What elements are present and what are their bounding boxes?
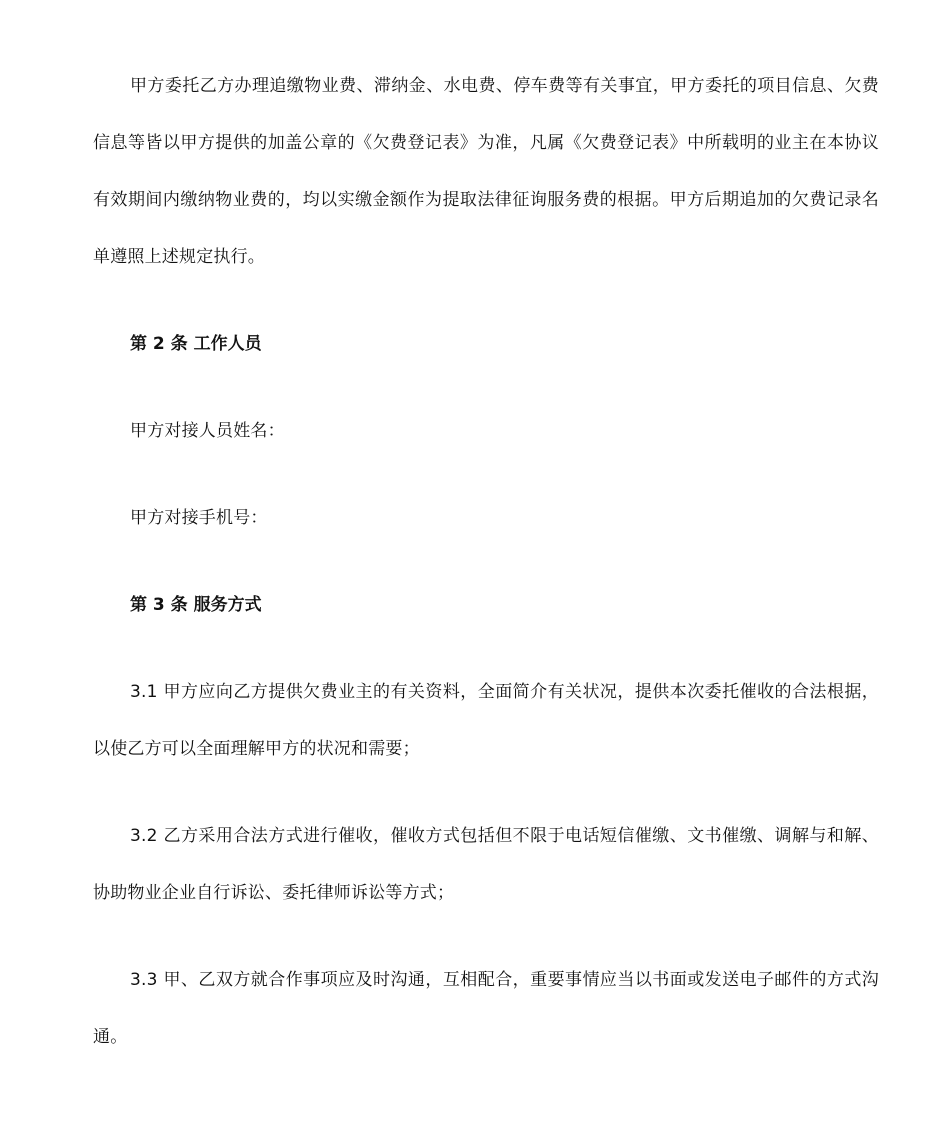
contact-name-line: 甲方对接人员姓名： xyxy=(130,421,285,441)
clause-3-3: 3.3 甲、乙双方就合作事项应及时沟通，互相配合，重要事情应当以书面或发送电子邮件的方式沟通。 xyxy=(93,970,879,1047)
clause-3-1: 3.1 甲方应向乙方提供欠费业主的有关资料，全面简介有关状况，提供本次委托催收的合法根据，以使乙方可以全面理解甲方的状况和需要； xyxy=(93,682,879,759)
contact-phone-line: 甲方对接手机号： xyxy=(130,508,268,528)
section-heading-3: 第 3 条 服务方式 xyxy=(130,595,262,615)
document-body xyxy=(93,58,879,1066)
clause-3-2: 3.2 乙方采用合法方式进行催收，催收方式包括但不限于电话短信催缴、文书催缴、调解与和解、协助物业企业自行诉讼、委托律师诉讼等方式； xyxy=(93,826,879,903)
spacer xyxy=(93,547,879,577)
section-heading-2: 第 2 条 工作人员 xyxy=(130,334,262,354)
spacer xyxy=(93,778,879,808)
paragraph-entrustment: 甲方委托乙方办理追缴物业费、滞纳金、水电费、停车费等有关事宜，甲方委托的项目信息、欠费信息等皆以甲方提供的加盖公章的《欠费登记表》为准，凡属《欠费登记表》中所载明的业主在本协议有效期间内缴纳物业费的，均以实缴金额作为提取法律征询服务费的根据。甲方后期追加的欠费记录名单遵照上述规定执行。 xyxy=(93,76,879,267)
spacer xyxy=(93,286,879,316)
spacer xyxy=(93,922,879,952)
spacer xyxy=(93,460,879,490)
spacer xyxy=(93,634,879,664)
spacer xyxy=(93,373,879,403)
